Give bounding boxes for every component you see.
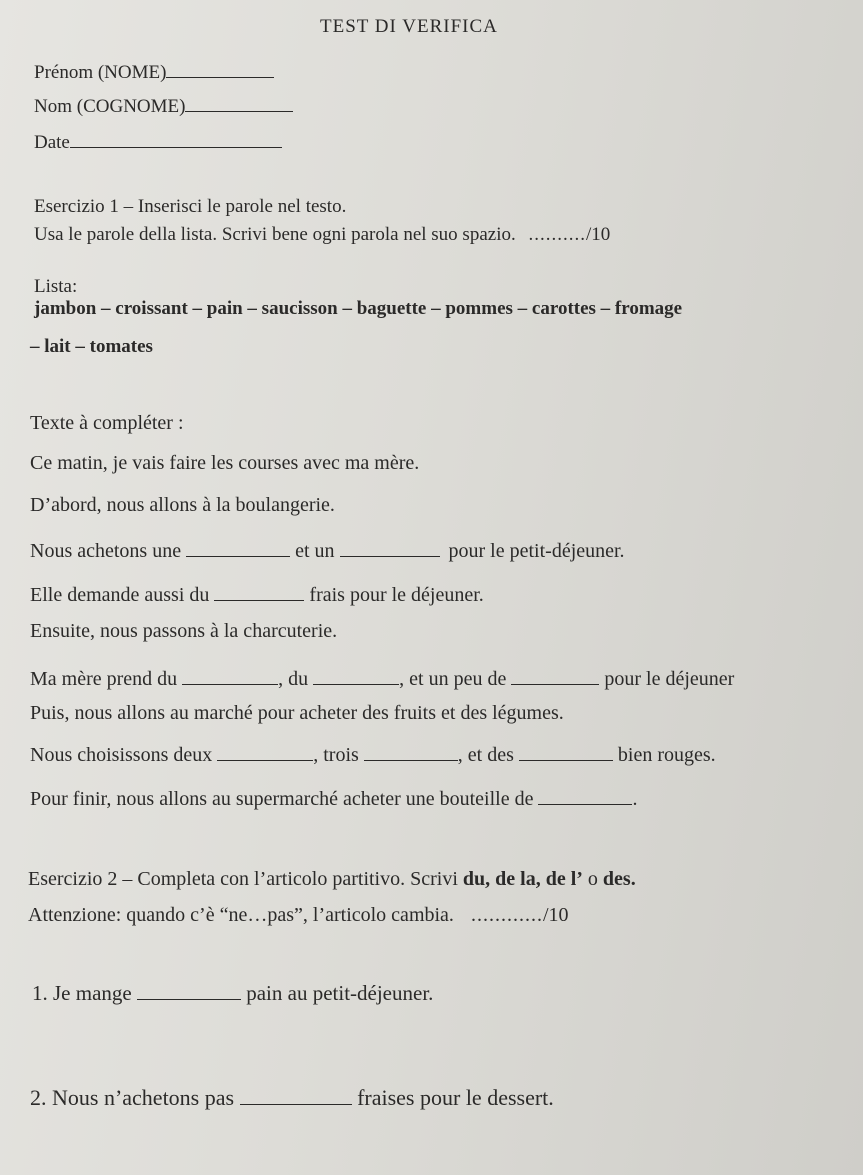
s8-text-c: , et des — [457, 744, 514, 766]
ex2-score: /10 — [542, 904, 569, 926]
sentence-8 — [30, 740, 716, 767]
s3-text-b: et un — [295, 540, 335, 562]
s8-text-d: bien rouges. — [617, 744, 716, 766]
blank-s3-1[interactable] — [186, 536, 290, 557]
sentence-1: Ce matin, je vais faire les courses avec ma mère. — [30, 452, 420, 474]
nom-blank[interactable] — [185, 92, 293, 112]
blank-s9-1[interactable] — [538, 784, 632, 805]
s6-text-b: , du — [278, 668, 309, 690]
prenom-blank[interactable] — [166, 58, 274, 78]
date-blank[interactable] — [70, 128, 282, 148]
blank-s8-2[interactable] — [364, 740, 458, 761]
word-list-line1 — [34, 298, 682, 320]
date-field — [34, 128, 282, 154]
blank-s6-1[interactable] — [182, 664, 278, 685]
s6-text-c: , et un peu de — [399, 668, 507, 690]
blank-s6-2[interactable] — [313, 664, 399, 685]
s9-text-b: . — [632, 788, 638, 810]
ex2-note — [28, 904, 569, 927]
sentence-7: Puis, nous allons au marché pour acheter des fruits et des légumes. — [30, 702, 564, 724]
nom-label: Nom (COGNOME) — [34, 96, 186, 117]
q2-text-b: fraises pour le dessert. — [357, 1085, 554, 1110]
sentence-2: D’abord, nous allons à la boulangerie. — [30, 494, 335, 516]
s6-text-a: Ma mère prend du — [30, 668, 178, 690]
s8-text-b: , trois — [313, 744, 359, 766]
s9-text-a: Pour finir, nous allons au supermarché acheter une bouteille de — [30, 788, 534, 810]
ex2-score-dots: ............ — [470, 904, 543, 926]
s4-text-b: frais pour le déjeuner. — [309, 584, 484, 606]
s3-text-a: Nous achetons une — [30, 540, 182, 562]
list-label: Lista: — [34, 276, 78, 297]
blank-s8-1[interactable] — [217, 740, 313, 761]
sentence-6 — [30, 664, 734, 691]
sentence-5: Ensuite, nous passons à la charcuterie. — [30, 620, 338, 642]
prenom-label: Prénom (NOME) — [34, 62, 167, 83]
s6-text-d: pour le déjeuner — [604, 668, 735, 690]
ex1-instruction-text: Usa le parole della lista. Scrivi bene ogni parola nel suo spazio. — [34, 224, 516, 245]
ex1-title: Esercizio 1 – Inserisci le parole nel testo. — [34, 196, 347, 217]
date-label: Date — [34, 132, 70, 153]
s8-text-a: Nous choisissons deux — [30, 744, 213, 766]
sentence-3 — [30, 536, 625, 563]
worksheet-title: TEST DI VERIFICA — [320, 16, 498, 37]
q1-text-a: 1. Je mange — [32, 981, 132, 1005]
q1-text-b: pain au petit-déjeuner. — [246, 981, 434, 1005]
ex1-score: /10 — [585, 224, 611, 245]
q2-text-a: 2. Nous n’achetons pas — [30, 1085, 235, 1110]
question-2 — [30, 1082, 554, 1111]
nom-field — [34, 92, 293, 118]
ex2-title-d: des. — [602, 868, 636, 890]
ex2-title-a: Esercizio 2 – Completa con l’articolo partitivo. Scrivi — [28, 868, 463, 890]
blank-s3-2[interactable] — [340, 536, 440, 557]
ex2-title-c: o — [582, 868, 603, 890]
prenom-field — [34, 58, 274, 84]
blank-q1[interactable] — [137, 978, 241, 1000]
blank-s4-1[interactable] — [214, 580, 304, 601]
ex2-note-text: Attenzione: quando c’è “ne…pas”, l’articolo cambia. — [28, 904, 454, 926]
sentence-4 — [30, 580, 484, 607]
texte-label: Texte à compléter : — [30, 412, 184, 434]
ex1-score-dots: .......... — [528, 224, 586, 245]
sentence-9 — [30, 784, 637, 811]
word-list-2: – lait – tomates — [30, 336, 153, 357]
ex2-title — [28, 868, 636, 891]
blank-s6-3[interactable] — [511, 664, 599, 685]
blank-q2[interactable] — [240, 1082, 352, 1105]
s4-text-a: Elle demande aussi du — [30, 584, 210, 606]
question-1 — [32, 978, 433, 1006]
blank-s8-3[interactable] — [519, 740, 613, 761]
ex1-instruction — [34, 224, 610, 246]
word-list-line2 — [30, 336, 153, 358]
ex2-title-b: du, de la, de l’ — [462, 868, 583, 890]
s3-text-c: pour le petit-déjeuner. — [448, 540, 625, 562]
word-list-1: jambon – croissant – pain – saucisson – baguette – pommes – carottes – fromage — [34, 298, 683, 319]
